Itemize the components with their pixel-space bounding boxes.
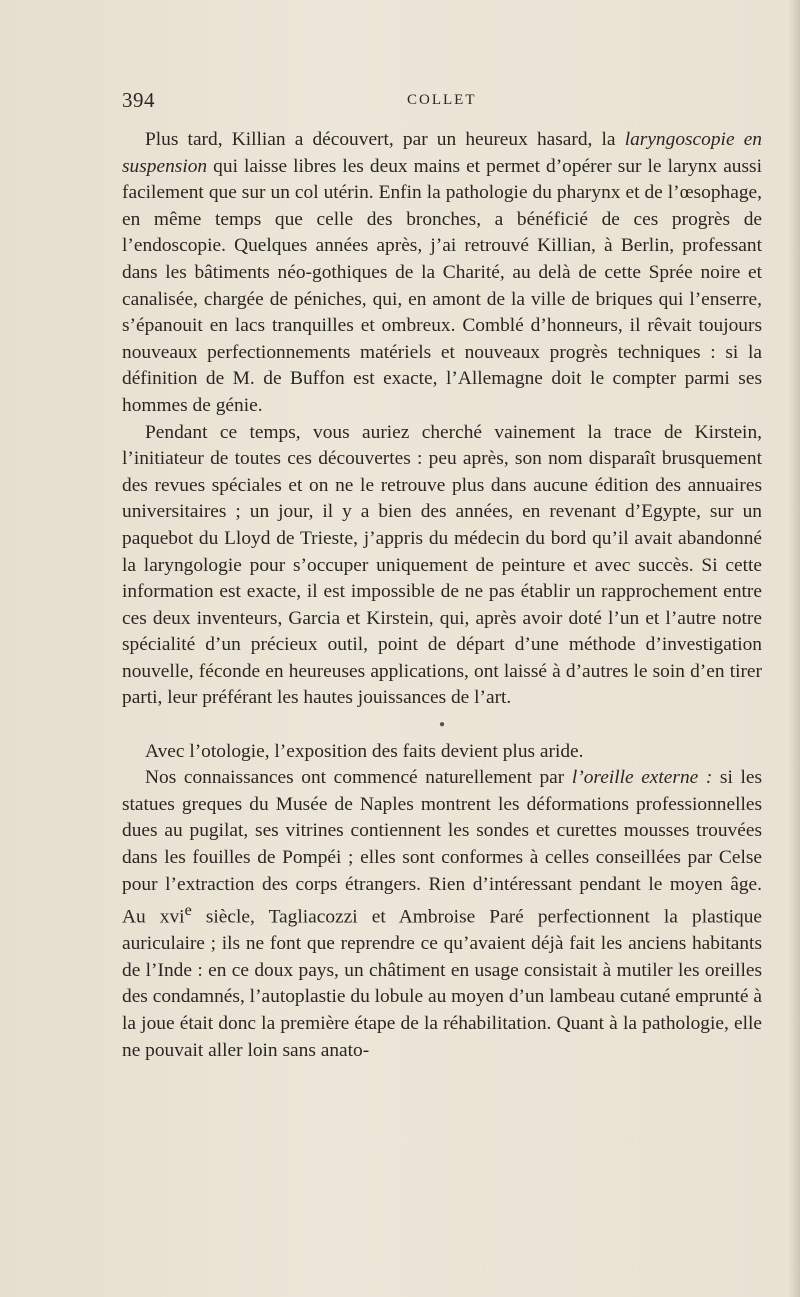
paragraph-oreille-externe: [122, 765, 762, 1064]
paragraph-text: siècle, Tagliacozzi et Ambroise Paré perfectionnent la plastique auriculaire ; ils ne font que reprendre ce qu’avaient déjà fait les anciens habitants de l’Inde : en ce doux pays, un châtiment en usage consistait à mutiler les oreilles des condamnés, l’autoplastie du lobule au moyen d’un lambeau cutané emprunté à la joue était donc la première étape de la réhabilitation. Quant à la pathologie, elle ne pouvait aller loin sans anato-: [122, 906, 763, 1061]
paragraph-text: Plus tard, Killian a découvert, par un heureux hasard, la: [145, 129, 625, 150]
paragraph-text: qui laisse libres les deux mains et permet d’opérer sur le larynx aussi facilement que sur un col utérin. Enfin la pathologie du pharynx et de l’œsophage, en même temps que celle des bronches, a bénéficié de ces progrès de l’endoscopie. Quelques années après, j’ai retrouvé Killian, à Berlin, professant dans les bâtiments néo-gothiques de la Charité, au delà de cette Sprée noire et canalisée, chargée de péniches, qui, en amont de la ville de briques qui l’enserre, s’épanouit en lacs tranquilles et ombreux. Comblé d’honneurs, il rêvait toujours nouveaux perfectionnements matériels et nouveaux progrès techniques : si la définition de M. de Buffon est exacte, l’Allemagne doit le compter parmi ses hommes de génie.: [122, 155, 762, 416]
paragraph-text: Avec l’otologie, l’exposition des faits devient plus aride.: [145, 740, 584, 762]
page-edge-shadow: [788, 0, 800, 1297]
paragraph-text: si les statues greques du Musée de Naples montrent les déformations professionnelles dues au pugilat, ses vitrines contiennent les sondes et curettes mousses trouvées dans les fouilles de Pompéi ; elles sont conformes à celles conseillées par Celse pour l’extraction des corps étrangers. Rien d’intéressant pendant le moyen âge. Au xvi: [122, 767, 762, 928]
paragraph-text: Pendant ce temps, vous auriez cherché vainement la trace de Kirstein, l’initiateur de toutes ces découvertes : peu après, son nom disparaît brusquement des revues spéciales et on ne le retrouve plus dans aucune édition des annuaires universitaires ; un jour, il y a bien des années, en revenant d’Egypte, sur un paquebot du Lloyd de Trieste, j’appris du médecin du bord qu’il avait abandonné la laryngologie pour s’occuper uniquement de peinture et avec succès. Si cette information est exacte, il est impossible de ne pas établir un rapprochement entre ces deux inventeurs, Garcia et Kirstein, qui, après avoir doté l’un et l’autre notre spécialité d’un précieux outil, point de départ d’une méthode d’investigation nouvelle, féconde en heureuses applications, ont laissé à d’autres le soin d’en tirer parti, leur préférant les hautes jouissances de l’art.: [122, 421, 762, 709]
running-head: [122, 88, 762, 118]
page-number: 394: [122, 88, 155, 112]
body-text: [122, 127, 762, 1064]
paragraph-text: Nos connaissances ont commencé naturellement par: [145, 767, 572, 789]
paragraph-otologie: [122, 739, 762, 766]
running-title: COLLET: [407, 92, 477, 108]
italic-term: l’oreille externe :: [571, 767, 713, 789]
italic-term: laryngoscopie en suspension: [122, 129, 762, 177]
superscript: e: [184, 902, 192, 920]
paragraph-kirstein: [122, 420, 762, 713]
paragraph-killian: [122, 127, 762, 420]
section-separator-dot: ●: [438, 719, 446, 731]
